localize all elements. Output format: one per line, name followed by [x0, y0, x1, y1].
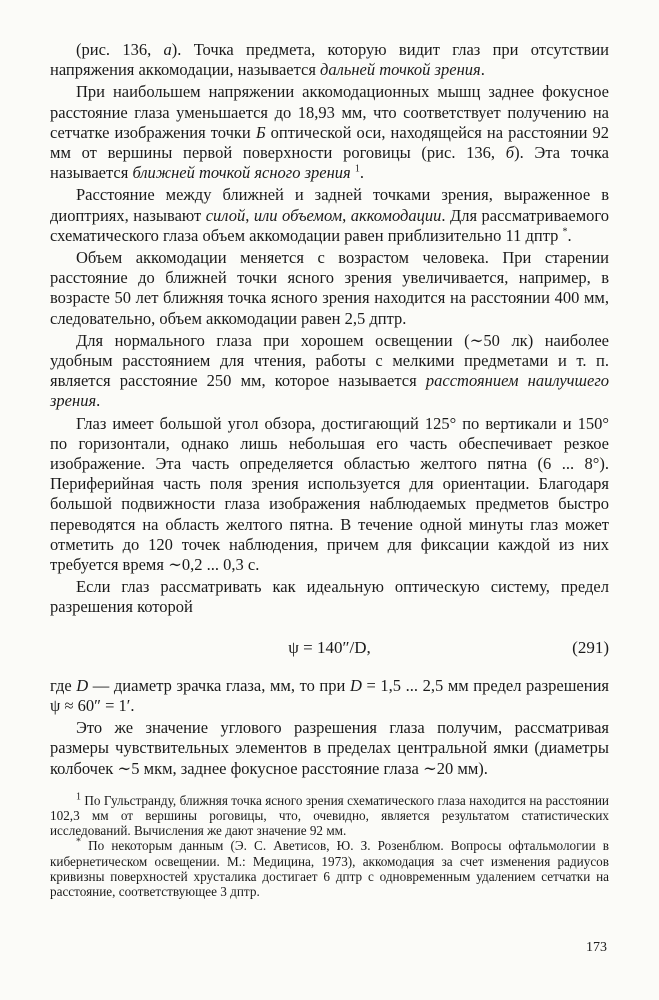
text-run: = 1,5 ... 2,5 мм предел разрешения ψ ≈ 60″ = 1′. [50, 675, 609, 715]
paragraph [50, 414, 609, 576]
text-run: , [245, 205, 254, 225]
text-run: По Гульстранду, ближняя точка ясного зрения схематического глаза находится на расстоянии 102,3 мм от вершины роговицы, что, очевидно, является результатом статистических исследований. Вычисления же дают значение 92 мм. [50, 792, 609, 839]
paragraph [50, 577, 609, 617]
main-text [50, 40, 609, 779]
text-run: — диаметр зрачка глаза, мм, то при [88, 675, 350, 695]
italic-term: дальней точкой зрения [320, 60, 481, 80]
text-run: . [480, 60, 485, 80]
footnote-marker: * [76, 836, 81, 848]
paragraph [50, 40, 609, 80]
text-run: . [96, 391, 101, 411]
text-run: При наибольшем напряжении аккомодационных мышц заднее фокусное расстояние глаза уменьшается до 18,93 мм, что соответствует получению на сетчатке изображения точки [50, 82, 609, 142]
text-run: (рис. 136, [76, 40, 164, 59]
text-run: Объем аккомодации меняется с возрастом человека. При старении расстояние до ближней точки ясного зрения увеличивается, например, в возрасте 50 лет ближняя точка ясного зрения находится на расстоянии 400 мм, следовательно, объем аккомодации равен 2,5 дптр. [50, 248, 609, 328]
italic-term: ближней точкой ясного зрения [132, 163, 351, 183]
text-run: ). Эта точка называется [50, 143, 609, 183]
page-number: 173 [586, 940, 607, 955]
text-run: . Для рассматриваемого схематического глаза объем аккомодации равен приблизительно 11 дптр [50, 205, 609, 245]
formula-291 [50, 620, 609, 676]
italic-term: силой [205, 205, 246, 225]
footnote-marker: 1 [354, 163, 360, 175]
text-run: , [342, 205, 351, 225]
italic-term: расстоянием наилучшего зрения [50, 371, 610, 411]
paragraph [50, 331, 609, 412]
paragraph [50, 718, 609, 779]
text-run: Расстояние между ближней и задней точками зрения, выраженное в диоптриях, называют [50, 185, 609, 225]
text-run: оптической оси, находящейся на расстоянии 92 мм от вершины первой поверхности роговицы (рис. 136, [50, 122, 609, 163]
paragraph [50, 676, 609, 716]
text-run: . [567, 225, 572, 245]
text-run: Это же значение углового разрешения глаза получим, рассматривая размеры чувствительных элементов в пределах центральной ямки (диаметры колбочек ∼5 мкм, заднее фокусное расстояние глаза ∼20 мм). [50, 718, 609, 778]
footnote-marker: 1 [76, 791, 81, 803]
text-run: По некоторым данным (Э. С. Аветисов, Ю. З. Розенблюм. Вопросы офтальмологии в кибернетическом освещении. М.: Медицина, 1973), аккомодация за счет изменения радиусов кривизны поверхностей хрусталика достигает 6 дптр с одновременным удалением сетчатки на расстояние, соответствующее 3 дптр. [50, 838, 609, 899]
text-run: ). Точка предмета, которую видит глаз при отсутствии напряжения аккомодации, называется [50, 40, 610, 80]
text-run: Для нормального глаза при хорошем освещении (∼50 лк) наиболее удобным расстоянием для чтения, работы с мелкими предметами и т. п. является расстояние 250 мм, которое называется [50, 330, 609, 391]
formula-number: (291) [572, 637, 609, 657]
italic-term: D [76, 675, 89, 695]
footnotes [50, 793, 609, 899]
footnote-marker: * [562, 226, 568, 238]
italic-term: Б [255, 122, 266, 142]
italic-term: аккомодации [350, 205, 442, 225]
footnote [50, 793, 609, 839]
italic-term: б [505, 143, 515, 163]
formula-expression: ψ = 140″/D, [288, 637, 371, 657]
text-run: Глаз имеет большой угол обзора, достигающий 125° по вертикали и 150° по горизонтали, однако лишь небольшая его часть обеспечивает резкое изображение. Эта часть определяется областью желтого пятна (6 ... 8°). Периферийная часть поля зрения используется для ориентации. Благодаря большой подвижности глаза изображения наблюдаемых предметов быстро переводятся на область желтого пятна. В течение одной минуты глаз может отметить до 120 точек наблюдения, причем для фиксации каждой из них требуется время ∼0,2 ... 0,3 с. [50, 413, 609, 575]
italic-term: а [163, 40, 172, 59]
paragraph [50, 82, 609, 183]
italic-term: D [349, 675, 362, 695]
paragraphs-after-formula [50, 676, 609, 779]
text-run: где [50, 675, 77, 695]
paragraph [50, 248, 609, 329]
text-run: Если глаз рассматривать как идеальную оптическую систему, предел разрешения которой [50, 577, 609, 617]
paragraph [50, 185, 609, 246]
footnote [50, 838, 609, 899]
italic-term: или объемом [253, 205, 343, 225]
paragraphs-before-formula [50, 40, 609, 618]
text-run: . [359, 163, 364, 183]
